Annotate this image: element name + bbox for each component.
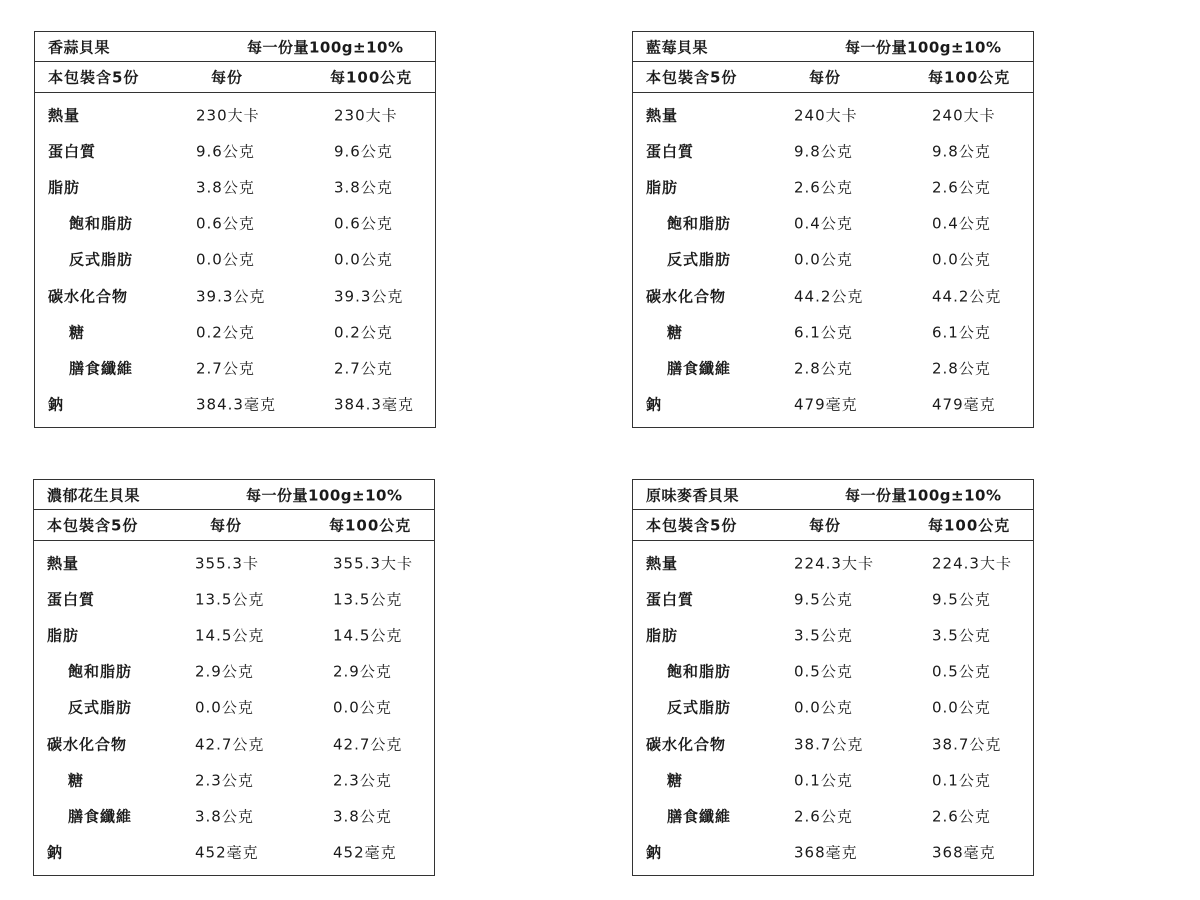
per-100g-value: 9.8公克 bbox=[932, 142, 991, 161]
nutrient-name: 脂肪 bbox=[646, 178, 679, 197]
nutrient-name: 蛋白質 bbox=[48, 142, 97, 161]
per-100g-value: 240大卡 bbox=[932, 106, 996, 125]
nutrient-row bbox=[633, 241, 1033, 277]
nutrient-name: 碳水化合物 bbox=[47, 735, 128, 754]
nutrient-row bbox=[633, 581, 1033, 617]
per-serving-value: 2.8公克 bbox=[794, 359, 853, 378]
nutrient-name: 鈉 bbox=[48, 395, 65, 414]
per-100g-value: 0.6公克 bbox=[334, 214, 393, 233]
nutrient-row bbox=[35, 314, 435, 350]
nutrient-row bbox=[35, 350, 435, 386]
servings-per-pack-header: 本包裝含5份 bbox=[48, 68, 140, 87]
per-serving-value: 3.5公克 bbox=[794, 626, 853, 645]
nutrient-name: 熱量 bbox=[646, 106, 679, 125]
nutrient-row bbox=[633, 798, 1033, 834]
nutrient-row bbox=[35, 133, 435, 169]
per-serving-value: 0.5公克 bbox=[794, 662, 853, 681]
per-100g-value: 0.1公克 bbox=[932, 771, 991, 790]
nutrient-name: 糖 bbox=[667, 323, 684, 342]
per-serving-value: 0.0公克 bbox=[794, 250, 853, 269]
per-100g-value: 479毫克 bbox=[932, 395, 996, 414]
nutrient-name: 碳水化合物 bbox=[48, 287, 129, 306]
column-header-row bbox=[34, 510, 434, 541]
per-serving-header: 每份 bbox=[210, 516, 243, 535]
nutrient-name: 反式脂肪 bbox=[667, 250, 732, 269]
nutrient-name: 反式脂肪 bbox=[69, 250, 134, 269]
nutrient-row bbox=[633, 653, 1033, 689]
per-serving-header: 每份 bbox=[809, 68, 842, 87]
nutrient-name: 蛋白質 bbox=[646, 142, 695, 161]
nutrient-list bbox=[35, 93, 435, 427]
per-serving-value: 2.7公克 bbox=[196, 359, 255, 378]
nutrient-row bbox=[34, 762, 434, 798]
nutrient-row bbox=[34, 689, 434, 725]
per-100g-value: 6.1公克 bbox=[932, 323, 991, 342]
per-100g-value: 2.7公克 bbox=[334, 359, 393, 378]
serving-size-label: 每一份量100g±10% bbox=[247, 38, 404, 56]
per-100g-value: 355.3大卡 bbox=[333, 554, 413, 573]
per-100g-value: 2.9公克 bbox=[333, 662, 392, 681]
nutrient-name: 反式脂肪 bbox=[68, 698, 133, 717]
column-header-row bbox=[633, 62, 1033, 93]
per-serving-value: 6.1公克 bbox=[794, 323, 853, 342]
nutrient-row bbox=[34, 653, 434, 689]
nutrient-name: 飽和脂肪 bbox=[68, 662, 133, 681]
per-serving-value: 0.2公克 bbox=[196, 323, 255, 342]
nutrient-row bbox=[633, 386, 1033, 422]
per-100g-value: 9.6公克 bbox=[334, 142, 393, 161]
per-100g-value: 38.7公克 bbox=[932, 735, 1002, 754]
per-serving-value: 452毫克 bbox=[195, 843, 259, 862]
nutrient-name: 膳食纖維 bbox=[667, 359, 732, 378]
nutrient-row bbox=[35, 277, 435, 313]
nutrient-row bbox=[34, 725, 434, 761]
per-serving-value: 240大卡 bbox=[794, 106, 858, 125]
serving-size-label: 每一份量100g±10% bbox=[845, 38, 1002, 56]
per-100g-value: 0.0公克 bbox=[334, 250, 393, 269]
per-serving-value: 2.6公克 bbox=[794, 178, 853, 197]
nutrient-name: 蛋白質 bbox=[47, 590, 96, 609]
nutrient-name: 膳食纖維 bbox=[68, 807, 133, 826]
nutrient-row bbox=[633, 277, 1033, 313]
nutrient-name: 飽和脂肪 bbox=[667, 662, 732, 681]
per-serving-value: 38.7公克 bbox=[794, 735, 864, 754]
nutrient-row bbox=[633, 617, 1033, 653]
nutrient-row bbox=[633, 205, 1033, 241]
nutrition-panel-garlic-bagel bbox=[34, 31, 436, 428]
serving-size-label: 每一份量100g±10% bbox=[845, 486, 1002, 504]
nutrient-row bbox=[633, 725, 1033, 761]
per-serving-value: 13.5公克 bbox=[195, 590, 265, 609]
per-serving-value: 42.7公克 bbox=[195, 735, 265, 754]
per-100g-value: 13.5公克 bbox=[333, 590, 403, 609]
servings-per-pack-header: 本包裝含5份 bbox=[646, 516, 738, 535]
per-100g-value: 2.6公克 bbox=[932, 178, 991, 197]
per-serving-value: 355.3卡 bbox=[195, 554, 259, 573]
nutrient-name: 膳食纖維 bbox=[69, 359, 134, 378]
nutrient-row bbox=[34, 545, 434, 581]
per-100g-value: 2.3公克 bbox=[333, 771, 392, 790]
nutrient-row bbox=[35, 205, 435, 241]
per-100g-value: 39.3公克 bbox=[334, 287, 404, 306]
nutrient-name: 蛋白質 bbox=[646, 590, 695, 609]
per-100g-value: 9.5公克 bbox=[932, 590, 991, 609]
per-serving-value: 2.6公克 bbox=[794, 807, 853, 826]
product-name: 藍莓貝果 bbox=[646, 38, 709, 56]
per-100g-value: 384.3毫克 bbox=[334, 395, 414, 414]
per-100g-value: 0.5公克 bbox=[932, 662, 991, 681]
per-100g-value: 0.0公克 bbox=[932, 250, 991, 269]
per-serving-value: 3.8公克 bbox=[195, 807, 254, 826]
per-100g-value: 3.8公克 bbox=[333, 807, 392, 826]
per-100g-value: 2.8公克 bbox=[932, 359, 991, 378]
per-serving-value: 0.6公克 bbox=[196, 214, 255, 233]
nutrient-row bbox=[633, 97, 1033, 133]
panel-title-row bbox=[633, 32, 1033, 62]
per-100g-value: 42.7公克 bbox=[333, 735, 403, 754]
per-100g-value: 0.0公克 bbox=[932, 698, 991, 717]
per-100g-value: 44.2公克 bbox=[932, 287, 1002, 306]
per-serving-value: 9.5公克 bbox=[794, 590, 853, 609]
per-100g-value: 0.0公克 bbox=[333, 698, 392, 717]
per-serving-value: 9.8公克 bbox=[794, 142, 853, 161]
nutrient-row bbox=[633, 762, 1033, 798]
per-100g-value: 0.2公克 bbox=[334, 323, 393, 342]
panel-title-row bbox=[34, 480, 434, 510]
per-100g-header: 每100公克 bbox=[928, 516, 1011, 535]
nutrient-row bbox=[35, 386, 435, 422]
serving-size-label: 每一份量100g±10% bbox=[246, 486, 403, 504]
per-100g-value: 3.8公克 bbox=[334, 178, 393, 197]
nutrient-name: 糖 bbox=[667, 771, 684, 790]
nutrient-name: 鈉 bbox=[47, 843, 64, 862]
per-serving-value: 0.0公克 bbox=[794, 698, 853, 717]
nutrient-list bbox=[633, 93, 1033, 427]
nutrient-name: 脂肪 bbox=[47, 626, 80, 645]
nutrient-row bbox=[35, 241, 435, 277]
nutrient-row bbox=[633, 834, 1033, 870]
per-100g-value: 14.5公克 bbox=[333, 626, 403, 645]
nutrient-name: 碳水化合物 bbox=[646, 287, 727, 306]
nutrient-name: 鈉 bbox=[646, 843, 663, 862]
nutrient-list bbox=[633, 541, 1033, 875]
per-serving-value: 9.6公克 bbox=[196, 142, 255, 161]
per-100g-header: 每100公克 bbox=[928, 68, 1011, 87]
nutrient-row bbox=[34, 834, 434, 870]
panel-title-row bbox=[35, 32, 435, 62]
nutrient-row bbox=[633, 314, 1033, 350]
nutrient-row bbox=[34, 798, 434, 834]
per-serving-value: 3.8公克 bbox=[196, 178, 255, 197]
nutrient-name: 糖 bbox=[69, 323, 86, 342]
column-header-row bbox=[35, 62, 435, 93]
per-serving-value: 2.3公克 bbox=[195, 771, 254, 790]
product-name: 原味麥香貝果 bbox=[646, 486, 740, 504]
nutrient-row bbox=[633, 169, 1033, 205]
per-serving-value: 2.9公克 bbox=[195, 662, 254, 681]
nutrition-panel-original-wheat-bagel bbox=[632, 479, 1034, 876]
servings-per-pack-header: 本包裝含5份 bbox=[47, 516, 139, 535]
per-serving-value: 384.3毫克 bbox=[196, 395, 276, 414]
nutrient-row bbox=[34, 617, 434, 653]
per-serving-header: 每份 bbox=[211, 68, 244, 87]
per-100g-value: 2.6公克 bbox=[932, 807, 991, 826]
servings-per-pack-header: 本包裝含5份 bbox=[646, 68, 738, 87]
nutrient-name: 飽和脂肪 bbox=[667, 214, 732, 233]
per-100g-value: 230大卡 bbox=[334, 106, 398, 125]
nutrient-name: 糖 bbox=[68, 771, 85, 790]
nutrient-name: 脂肪 bbox=[646, 626, 679, 645]
per-100g-value: 3.5公克 bbox=[932, 626, 991, 645]
nutrient-name: 鈉 bbox=[646, 395, 663, 414]
nutrient-name: 熱量 bbox=[48, 106, 81, 125]
per-100g-value: 452毫克 bbox=[333, 843, 397, 862]
per-serving-value: 368毫克 bbox=[794, 843, 858, 862]
per-serving-value: 0.0公克 bbox=[196, 250, 255, 269]
nutrient-name: 碳水化合物 bbox=[646, 735, 727, 754]
column-header-row bbox=[633, 510, 1033, 541]
nutrient-row bbox=[35, 169, 435, 205]
nutrient-row bbox=[633, 545, 1033, 581]
per-serving-value: 0.1公克 bbox=[794, 771, 853, 790]
per-serving-header: 每份 bbox=[809, 516, 842, 535]
per-100g-header: 每100公克 bbox=[330, 68, 413, 87]
per-serving-value: 39.3公克 bbox=[196, 287, 266, 306]
nutrient-name: 膳食纖維 bbox=[667, 807, 732, 826]
per-serving-value: 0.4公克 bbox=[794, 214, 853, 233]
nutrient-name: 脂肪 bbox=[48, 178, 81, 197]
nutrient-name: 飽和脂肪 bbox=[69, 214, 134, 233]
nutrient-name: 熱量 bbox=[47, 554, 80, 573]
nutrition-panel-blueberry-bagel bbox=[632, 31, 1034, 428]
per-serving-value: 224.3大卡 bbox=[794, 554, 874, 573]
nutrient-row bbox=[34, 581, 434, 617]
nutrient-row bbox=[633, 350, 1033, 386]
per-100g-value: 0.4公克 bbox=[932, 214, 991, 233]
per-100g-value: 368毫克 bbox=[932, 843, 996, 862]
nutrient-name: 反式脂肪 bbox=[667, 698, 732, 717]
nutrient-list bbox=[34, 541, 434, 875]
per-serving-value: 14.5公克 bbox=[195, 626, 265, 645]
nutrition-panel-peanut-bagel bbox=[33, 479, 435, 876]
per-serving-value: 230大卡 bbox=[196, 106, 260, 125]
nutrient-row bbox=[633, 689, 1033, 725]
panel-title-row bbox=[633, 480, 1033, 510]
nutrient-name: 熱量 bbox=[646, 554, 679, 573]
per-100g-value: 224.3大卡 bbox=[932, 554, 1012, 573]
product-name: 香蒜貝果 bbox=[48, 38, 111, 56]
product-name: 濃郁花生貝果 bbox=[47, 486, 141, 504]
nutrient-row bbox=[633, 133, 1033, 169]
per-serving-value: 44.2公克 bbox=[794, 287, 864, 306]
per-100g-header: 每100公克 bbox=[329, 516, 412, 535]
per-serving-value: 479毫克 bbox=[794, 395, 858, 414]
nutrient-row bbox=[35, 97, 435, 133]
per-serving-value: 0.0公克 bbox=[195, 698, 254, 717]
